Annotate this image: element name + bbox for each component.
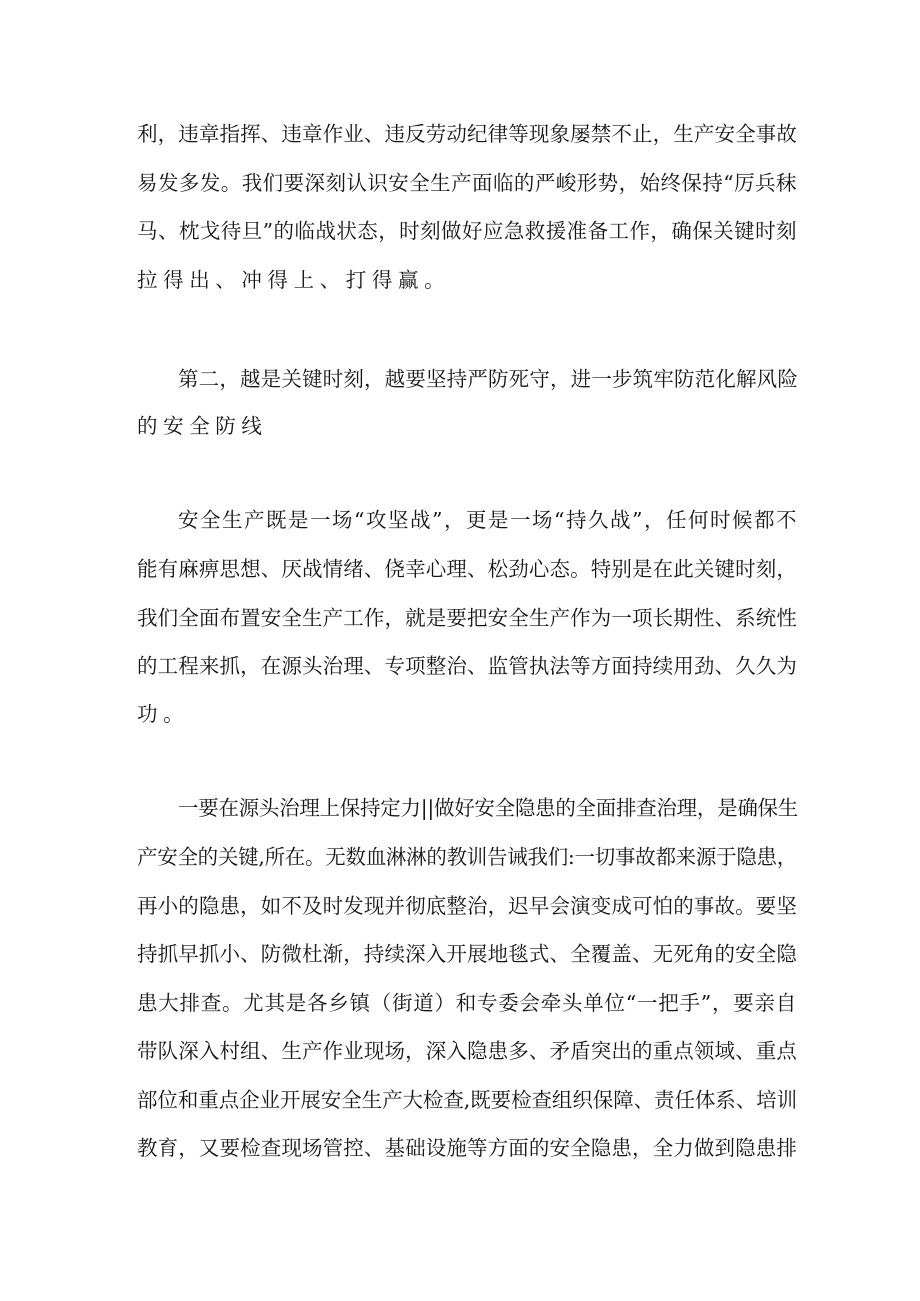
text-line: 一要在源头治理上保持定力||做好安全隐患的全面排查治理，是确保生 (178, 796, 799, 820)
text-line: 功。 (137, 702, 190, 726)
text-line: 带队深入村组、生产作业现场，深入隐患多、矛盾突出的重点领域、重点 (137, 1039, 797, 1063)
text-line: 马、枕戈待旦”的临战状态，时刻做好应急救援准备工作，确保关键时刻 (137, 219, 797, 243)
text-line: 的工程来抓，在源头治理、专项整治、监管执法等方面持续用劲、久久为 (137, 654, 797, 678)
text-line: 易发多发。我们要深刻认识安全生产面临的严峻形势，始终保持“厉兵秣 (137, 171, 797, 195)
text-line: 利，违章指挥、违章作业、违反劳动纪律等现象屡禁不止，生产安全事故 (137, 122, 797, 146)
text-line: 我们全面布置安全生产工作，就是要把安全生产作为一项长期性、系统性 (137, 606, 797, 630)
text-line: 教育，又要检查现场管控、基础设施等方面的安全隐患，全力做到隐患排 (137, 1136, 797, 1160)
text-line: 安全生产既是一场“攻坚战”，更是一场“持久战”，任何时候都不 (178, 508, 799, 532)
text-line: 患大排查。尤其是各乡镇（街道）和专委会牵头单位“一把手”，要亲自 (137, 991, 797, 1015)
text-line: 再小的隐患，如不及时发现并彻底整治，迟早会演变成可怕的事故。要坚 (137, 894, 797, 918)
text-line: 产安全的关键,所在。无数血淋淋的教训告诫我们:一切事故都来源于隐患， (137, 845, 798, 869)
section-heading-line: 第二，越是关键时刻，越要坚持严防死守，进一步筑牢防范化解风险 (178, 367, 799, 391)
text-line: 部位和重点企业开展安全生产大检查,既要检查组织保障、责任体系、培训 (137, 1088, 798, 1112)
section-heading-line: 的安全防线 (137, 414, 268, 438)
text-line: 拉得出、冲得上、打得赢。 (137, 268, 451, 292)
text-line: 能有麻痹思想、厌战情绪、侥幸心理、松劲心态。特别是在此关键时刻， (137, 557, 797, 581)
text-line: 持抓早抓小、防微杜渐，持续深入开展地毯式、全覆盖、无死角的安全隐 (137, 942, 797, 966)
